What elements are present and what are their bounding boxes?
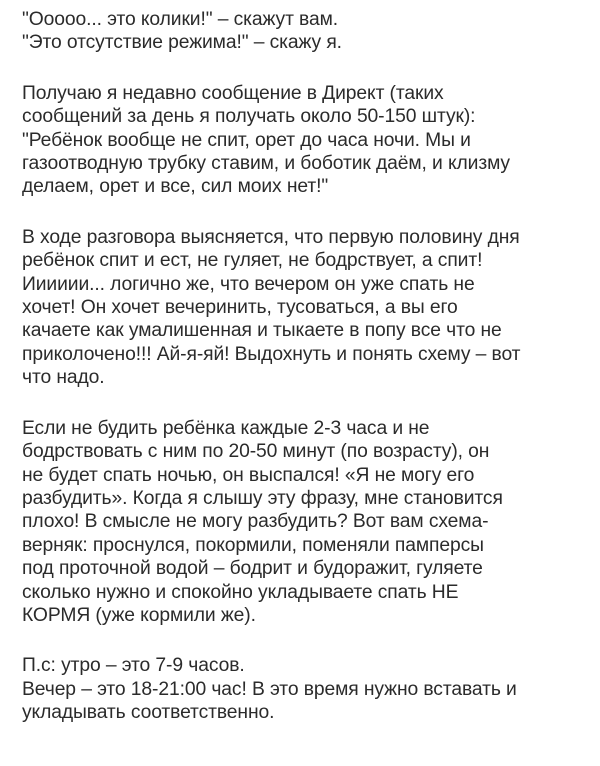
text-line: делаем, орет и все, сил моих нет!": [22, 176, 329, 198]
text-line: "Ребёнок вообще не спит, орет до часа ночи. Мы и: [22, 129, 471, 151]
text-line: газоотводную трубку ставим, и боботик даём, и клизму: [22, 153, 510, 175]
paragraph-direct-message: [22, 82, 592, 199]
post-text: [22, 8, 592, 752]
text-line: сообщений за день я получать около 50-150 штук):: [22, 106, 476, 128]
text-line: бодрствовать с ним по 20-50 минут (по возрасту), он: [22, 441, 490, 463]
text-line: П.с: утро – это 7-9 часов.: [22, 655, 245, 677]
text-line: сколько нужно и спокойно укладываете спать НЕ: [22, 581, 459, 603]
paragraph-conversation: [22, 226, 592, 390]
text-line: плохо! В смысле не могу разбудить? Вот вам схема-: [22, 511, 489, 533]
paragraph-wake-schedule: [22, 417, 592, 628]
text-line: ребёнок спит и ест, не гуляет, не бодрствует, а спит!: [22, 250, 483, 272]
paragraph-colic-intro: [22, 8, 592, 55]
text-line: КОРМЯ (уже кормили же).: [22, 604, 256, 626]
text-line: не будет спать ночью, он выспался! «Я не могу его: [22, 464, 475, 486]
text-line: что надо.: [22, 367, 105, 389]
paragraph-postscript: [22, 654, 592, 724]
text-line: качаете как умалишенная и тыкаете в попу все что не: [22, 320, 502, 342]
text-line: Если не будить ребёнка каждые 2-3 часа и не: [22, 417, 430, 439]
text-line: Вечер – это 18-21:00 час! В это время нужно вставать и: [22, 678, 517, 700]
text-line: верняк: проснулся, покормили, поменяли памперсы: [22, 534, 484, 556]
text-line: "Ооооо... это колики!" – скажут вам.: [22, 9, 339, 30]
text-line: разбудить». Когда я слышу эту фразу, мне становится: [22, 487, 503, 509]
text-line: Получаю я недавно сообщение в Директ (таких: [22, 82, 444, 104]
text-line: хочет! Он хочет вечеринить, тусоваться, а вы его: [22, 297, 458, 319]
text-line: Ииииии... логично же, что вечером он уже спать не: [22, 273, 475, 295]
text-line: В ходе разговора выясняется, что первую половину дня: [22, 226, 520, 248]
text-line: укладывать соответственно.: [22, 702, 275, 724]
text-line: под проточной водой – бодрит и будоражит, гуляете: [22, 558, 483, 580]
text-line: приколочено!!! Ай-я-яй! Выдохнуть и понять схему – вот: [22, 343, 521, 365]
text-line: "Это отсутствие режима!" – скажу я.: [22, 32, 342, 54]
